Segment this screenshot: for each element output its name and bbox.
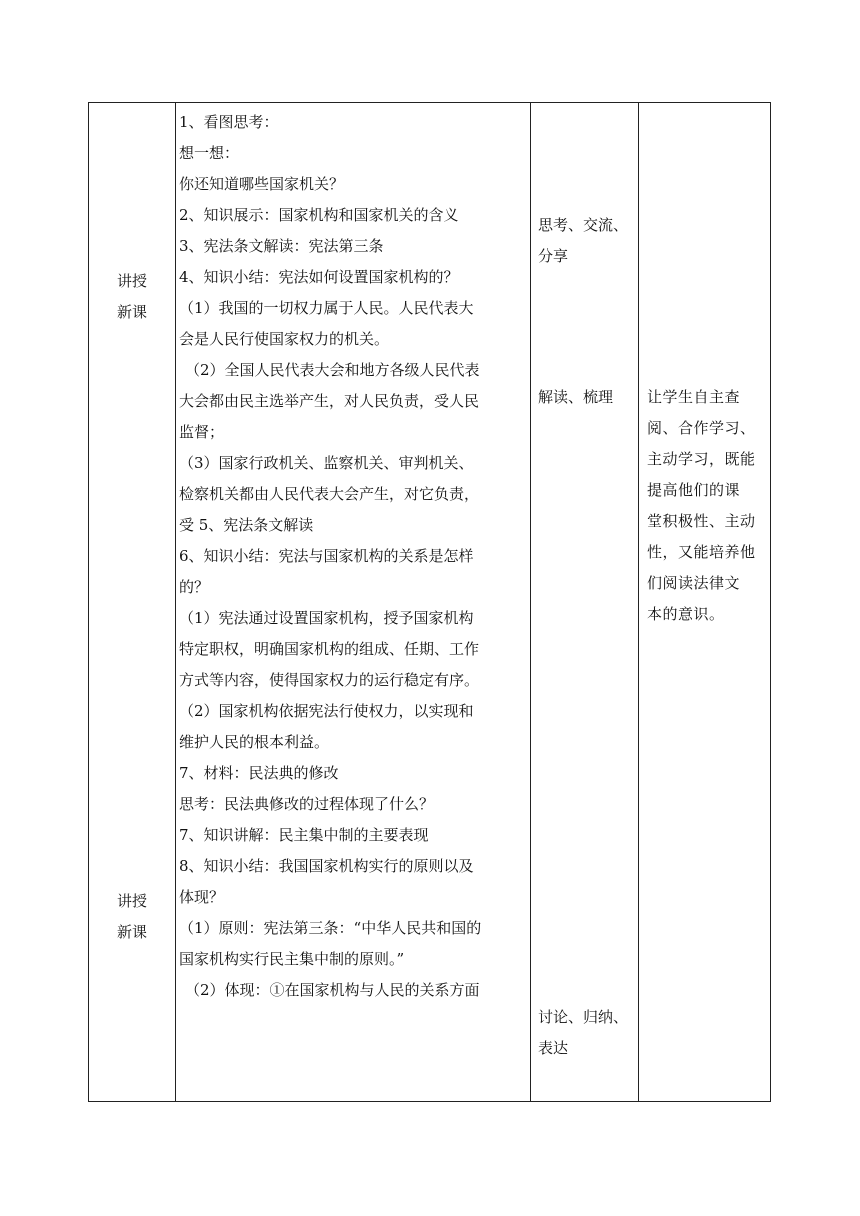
content-line: （2）全国人民代表大会和地方各级人民代表 <box>185 361 480 379</box>
content-line: （3）国家行政机关、监察机关、审判机关、 <box>179 454 474 472</box>
content-line: 8、知识小结：我国国家机构实行的原则以及 <box>179 857 474 875</box>
purpose-line: 让学生自主查 <box>647 388 741 406</box>
content-line: 1、看图思考： <box>179 113 279 131</box>
content-line: 方式等内容，使得国家权力的运行稳定有序。 <box>179 671 480 689</box>
section-label-line: 新课 <box>116 923 147 941</box>
column-divider-1 <box>175 103 176 1101</box>
activity-line: 解读、梳理 <box>538 388 614 406</box>
purpose-line: 本的意识。 <box>647 605 725 623</box>
content-line: 3、宪法条文解读：宪法第三条 <box>179 237 384 255</box>
content-line: 的？ <box>179 578 210 596</box>
lesson-content-cell <box>179 107 529 1006</box>
section-label-line: 讲授 <box>116 272 147 290</box>
content-line: 想一想： <box>179 144 240 162</box>
content-line: 7、材料：民法典的修改 <box>179 764 339 782</box>
activity-line: 表达 <box>538 1039 569 1057</box>
activity-cell-2 <box>538 382 640 413</box>
activity-line: 分享 <box>538 247 569 265</box>
purpose-line: 堂积极性、主动 <box>647 512 756 530</box>
section-label-line: 新课 <box>116 303 147 321</box>
content-line: 国家机构实行民主集中制的原则。” <box>179 950 405 968</box>
activity-line: 思考、交流、 <box>538 216 629 234</box>
content-line: 大会都由民主选举产生，对人民负责，受人民 <box>179 392 480 410</box>
column-divider-2 <box>530 103 531 1101</box>
purpose-line: 们阅读法律文 <box>647 574 741 592</box>
content-line: （1）宪法通过设置国家机构，授予国家机构 <box>179 609 474 627</box>
content-line: 维护人民的根本利益。 <box>179 733 330 751</box>
content-line: 受 5、宪法条文解读 <box>179 516 314 534</box>
content-line: 思考：民法典修改的过程体现了什么？ <box>179 795 435 813</box>
activity-cell-3 <box>538 1002 640 1064</box>
section-label-cell-2 <box>89 886 175 948</box>
purpose-line: 阅、合作学习、 <box>647 419 756 437</box>
activity-cell-1 <box>538 210 640 272</box>
purpose-line: 性，又能培养他 <box>647 543 756 561</box>
activity-line: 讨论、归纳、 <box>538 1008 629 1026</box>
content-line: 体现？ <box>179 888 225 906</box>
content-line: 6、知识小结：宪法与国家机构的关系是怎样 <box>179 547 474 565</box>
lesson-table <box>88 102 771 1102</box>
design-purpose-cell <box>647 382 769 630</box>
content-line: 7、知识讲解：民主集中制的主要表现 <box>179 826 429 844</box>
content-line: 4、知识小结：宪法如何设置国家机构的？ <box>179 268 459 286</box>
content-line: 检察机关都由人民代表大会产生，对它负责， <box>179 485 480 503</box>
content-line: （1）我国的一切权力属于人民。人民代表大 <box>179 299 474 317</box>
section-label-line: 讲授 <box>116 892 147 910</box>
content-line: （2）国家机构依据宪法行使权力，以实现和 <box>179 702 474 720</box>
content-line: （2）体现：①在国家机构与人民的关系方面 <box>185 981 480 999</box>
purpose-line: 主动学习，既能 <box>647 450 756 468</box>
content-line: 你还知道哪些国家机关？ <box>179 175 345 193</box>
content-line: （1）原则：宪法第三条：“中华人民共和国的 <box>179 919 482 937</box>
content-line: 监督； <box>179 423 225 441</box>
purpose-line: 提高他们的课 <box>647 481 741 499</box>
content-line: 2、知识展示：国家机构和国家机关的含义 <box>179 206 459 224</box>
content-line: 会是人民行使国家权力的机关。 <box>179 330 390 348</box>
section-label-cell-1 <box>89 266 175 328</box>
content-line: 特定职权，明确国家机构的组成、任期、工作 <box>179 640 480 658</box>
